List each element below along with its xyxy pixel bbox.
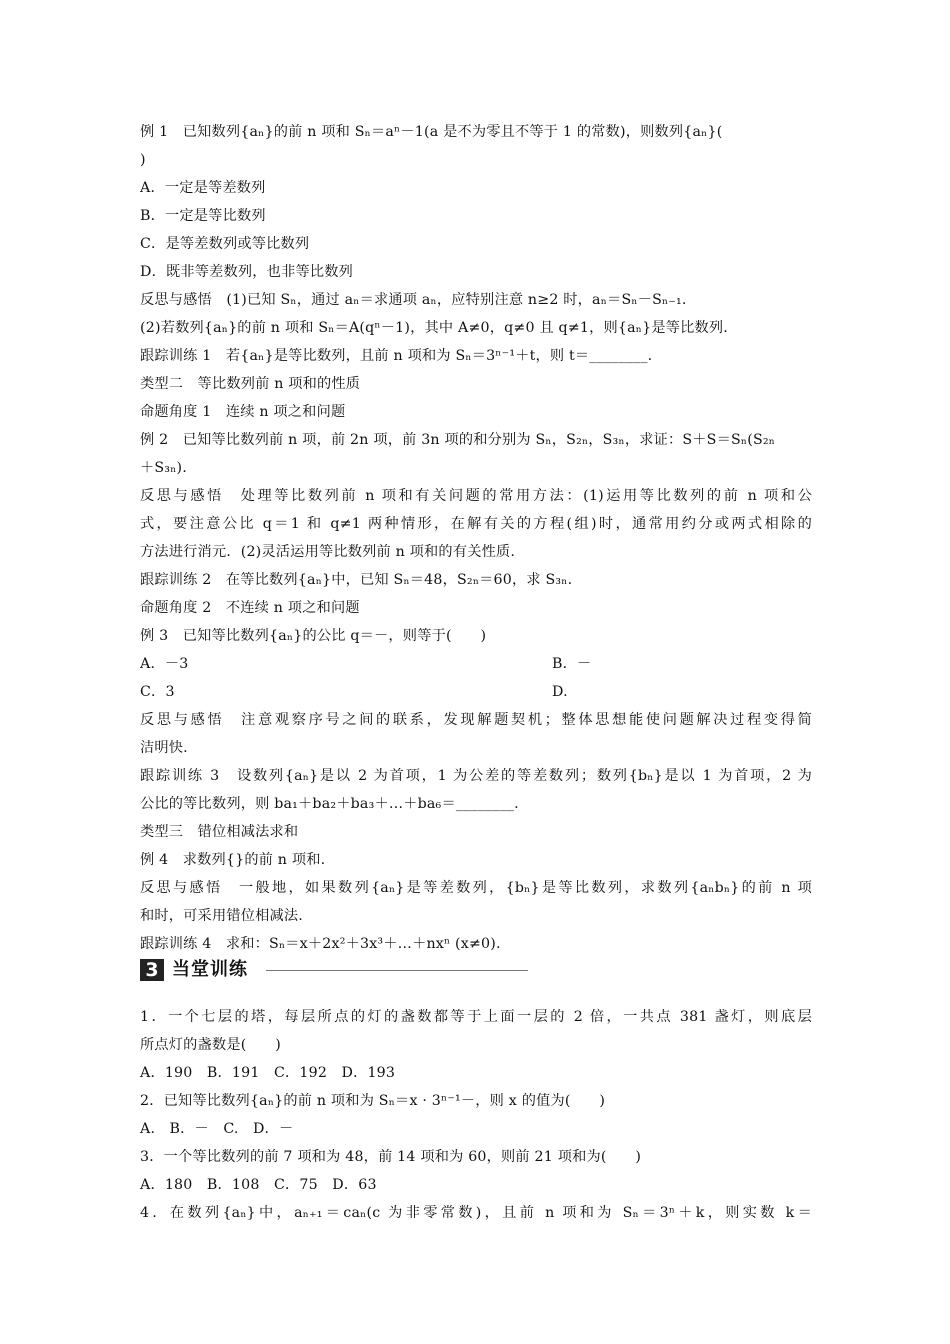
type-2-heading: 类型二 等比数列前 n 项和的性质 <box>140 376 361 392</box>
exercise-1-line-1: 1．一个七层的塔，每层所点的灯的盏数都等于上面一层的 2 倍，一共点 381 盏灯，则底层 <box>140 1009 812 1025</box>
option-d: D．既非等差数列，也非等比数列 <box>140 264 354 280</box>
practice-4: 跟踪训练 4 求和：Sₙ＝x＋2x²＋3x³＋…＋nxⁿ (x≠0). <box>140 936 501 952</box>
example-1-bracket: ) <box>140 152 146 168</box>
option-a: A．一定是等差数列 <box>140 180 266 196</box>
example-3-options-row-2 <box>140 682 812 702</box>
angle-1-heading: 命题角度 1 连续 n 项之和问题 <box>140 404 346 420</box>
example-3-option-a: A．－3 <box>140 656 189 672</box>
example-1-stem: 例 1 已知数列{aₙ}的前 n 项和 Sₙ＝aⁿ－1(a 是不为零且不等于 1 的常数)，则数列{aₙ}( <box>140 124 723 140</box>
exercise-4-stem: 4．在数列{aₙ}中，aₙ₊₁＝caₙ(c 为非零常数)，且前 n 项和为 Sₙ＝3ⁿ＋k，则实数 k＝ <box>140 1205 812 1221</box>
reflection-2-line-1: 反思与感悟 处理等比数列前 n 项和有关问题的常用方法：(1)运用等比数列的前 n 项和公 <box>140 488 812 504</box>
example-3-stem: 例 3 已知等比数列{aₙ}的公比 q＝－，则等于( ) <box>140 628 487 644</box>
exercise-3-options: A．180 B．108 C．75 D．63 <box>140 1177 377 1193</box>
option-b: B．一定是等比数列 <box>140 208 266 224</box>
example-3-option-c: C．3 <box>140 684 175 700</box>
example-3-option-b: B．－ <box>552 656 592 672</box>
exercise-1-line-2: 所点灯的盏数是( ) <box>140 1037 281 1053</box>
reflection-2-line-3: 方法进行消元．(2)灵活运用等比数列前 n 项和的有关性质. <box>140 544 516 560</box>
reflection-1-part-2: (2)若数列{aₙ}的前 n 项和 Sₙ＝A(qⁿ－1)，其中 A≠0，q≠0 且 q≠1，则{aₙ}是等比数列. <box>140 320 729 336</box>
type-3-heading: 类型三 错位相减法求和 <box>140 824 299 840</box>
section-divider <box>266 970 528 971</box>
exercise-2-stem: 2．已知等比数列{aₙ}的前 n 项和为 Sₙ＝x · 3ⁿ⁻¹－，则 x 的值为( ) <box>140 1093 606 1109</box>
example-2-stem-cont: ＋S₃ₙ). <box>140 460 187 476</box>
section-title: 当堂训练 <box>172 959 248 980</box>
example-4-stem: 例 4 求数列{}的前 n 项和. <box>140 852 326 868</box>
reflection-2-line-2: 式，要注意公比 q＝1 和 q≠1 两种情形，在解有关的方程(组)时，通常用约分或两式相除的 <box>140 516 812 532</box>
reflection-1: 反思与感悟 (1)已知 Sₙ，通过 aₙ＝求通项 aₙ，应特别注意 n≥2 时，aₙ＝Sₙ－Sₙ₋₁. <box>140 292 687 308</box>
option-c: C．是等差数列或等比数列 <box>140 236 310 252</box>
example-2-stem: 例 2 已知等比数列前 n 项，前 2n 项，前 3n 项的和分别为 Sₙ，S₂ₙ，S₃ₙ，求证：S＋S＝Sₙ(S₂ₙ <box>140 432 776 448</box>
practice-2: 跟踪训练 2 在等比数列{aₙ}中，已知 Sₙ＝48，S₂ₙ＝60，求 S₃ₙ. <box>140 572 573 588</box>
reflection-3-line-2: 洁明快. <box>140 740 188 756</box>
practice-3-line-1: 跟踪训练 3 设数列{aₙ}是以 2 为首项，1 为公差的等差数列；数列{bₙ}是以 1 为首项，2 为 <box>140 768 812 784</box>
reflection-4-line-1: 反思与感悟 一般地，如果数列{aₙ}是等差数列，{bₙ}是等比数列，求数列{aₙbₙ}的前 n 项 <box>140 880 812 896</box>
section-3-header <box>140 957 530 985</box>
exercise-3-stem: 3．一个等比数列的前 7 项和为 48，前 14 项和为 60，则前 21 项和为( ) <box>140 1149 642 1165</box>
exercise-1-options: A．190 B．191 C．192 D．193 <box>140 1065 396 1081</box>
exercise-2-options: A. B．－ C. D．－ <box>140 1121 294 1137</box>
section-number-badge: 3 <box>140 959 164 981</box>
practice-1: 跟踪训练 1 若{aₙ}是等比数列，且前 n 项和为 Sₙ＝3ⁿ⁻¹＋t，则 t＝________. <box>140 348 653 364</box>
reflection-3-line-1: 反思与感悟 注意观察序号之间的联系，发现解题契机；整体思想能使问题解决过程变得简 <box>140 712 812 728</box>
angle-2-heading: 命题角度 2 不连续 n 项之和问题 <box>140 600 360 616</box>
reflection-4-line-2: 和时，可采用错位相减法. <box>140 908 303 924</box>
example-3-option-d: D. <box>552 684 568 700</box>
example-3-options-row-1 <box>140 654 812 674</box>
practice-3-line-2: 公比的等比数列，则 ba₁＋ba₂＋ba₃＋…＋ba₆＝________. <box>140 796 519 812</box>
